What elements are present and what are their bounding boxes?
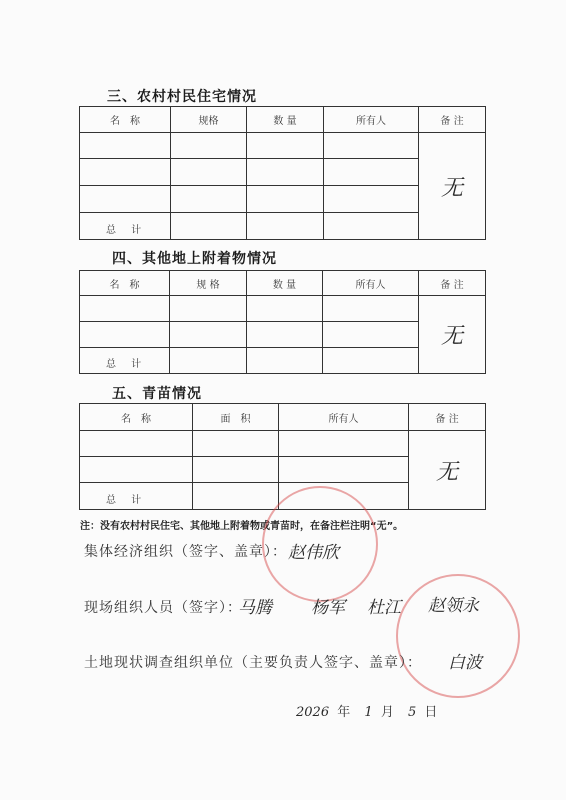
header-area: 面 积	[193, 404, 279, 431]
remark-cell	[419, 296, 486, 374]
remark-cell	[409, 431, 486, 510]
header-quantity: 数 量	[247, 271, 323, 296]
table-header-row	[80, 404, 486, 431]
footnote: 注：没有农村村民住宅、其他地上附着物或青苗时，在备注栏注明“无”。	[80, 521, 404, 532]
remark-handwriting: 无	[440, 324, 463, 349]
unit-signature: 白波	[448, 653, 482, 673]
date-month: 1	[364, 705, 373, 720]
staff-signature-2: 杨军	[311, 598, 345, 618]
date-day: 5	[407, 705, 417, 720]
section5-title: 五、青苗情况	[112, 386, 202, 402]
date-month-char: 月	[380, 705, 394, 720]
collective-label: 集体经济组织（签字、盖章）：	[84, 544, 287, 560]
header-owner: 所有人	[324, 107, 419, 133]
header-spec: 规格	[171, 107, 247, 133]
total-label: 总 计	[80, 483, 193, 510]
staff-signature-3: 杜江	[367, 598, 401, 618]
table-row	[80, 133, 486, 159]
header-name: 名 称	[80, 271, 170, 296]
header-spec: 规 格	[170, 271, 247, 296]
header-remark: 备 注	[419, 107, 486, 133]
date-year: 2026	[296, 705, 330, 720]
header-remark: 备 注	[419, 271, 486, 296]
table-row	[80, 296, 486, 322]
total-label: 总 计	[80, 213, 171, 240]
staff-signature-1: 马腾	[238, 598, 272, 618]
total-label: 总 计	[80, 348, 170, 374]
remark-handwriting: 无	[440, 175, 463, 201]
header-name: 名 称	[80, 107, 171, 133]
table-row	[80, 431, 486, 457]
remark-handwriting: 无	[435, 459, 458, 485]
header-owner: 所有人	[323, 271, 419, 296]
section4-table	[79, 270, 486, 374]
date-line	[296, 701, 437, 720]
staff-label: 现场组织人员（签字）：	[84, 600, 242, 616]
date-day-char: 日	[424, 705, 438, 720]
header-remark: 备 注	[409, 404, 486, 431]
staff-signature-4: 赵领永	[428, 596, 479, 616]
section3-table	[79, 106, 486, 240]
header-quantity: 数 量	[247, 107, 324, 133]
remark-cell	[419, 133, 486, 240]
collective-signature: 赵伟欣	[288, 543, 339, 563]
section4-title: 四、其他地上附着物情况	[112, 251, 277, 267]
table-header-row	[80, 107, 486, 133]
table-header-row	[80, 271, 486, 296]
header-name: 名 称	[80, 404, 193, 431]
header-owner: 所有人	[279, 404, 409, 431]
date-year-char: 年	[337, 705, 351, 720]
section3-title: 三、农村村民住宅情况	[107, 89, 257, 105]
unit-label: 土地现状调查组织单位（主要负责人签字、盖章）：	[84, 655, 422, 671]
section5-table	[79, 403, 486, 510]
